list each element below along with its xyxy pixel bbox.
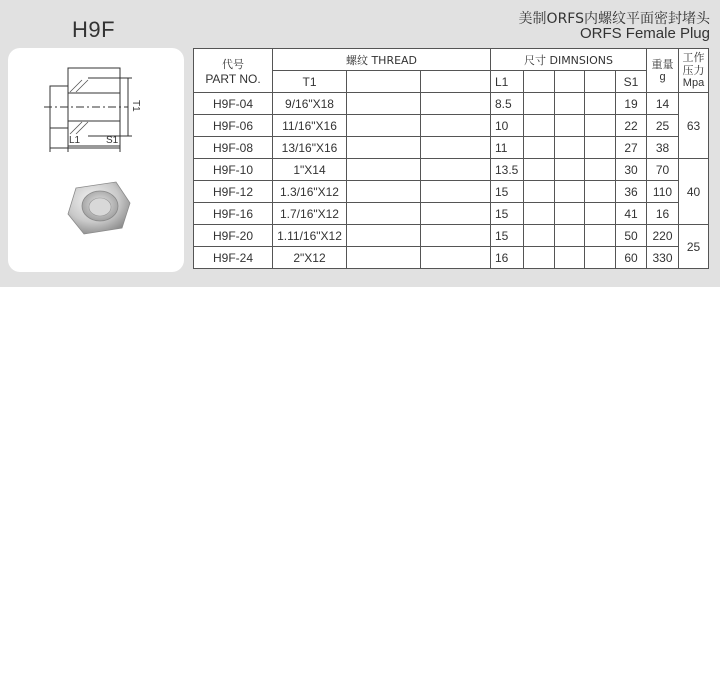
pressure-value: 25 [679,225,709,269]
dimensions-header: 尺寸 DIMNSIONS [491,49,647,71]
table-row: H9F-16 1.7/16"X12 15 41 16 [194,203,709,225]
label-t1: T1 [130,100,141,112]
thread-header: 螺纹 THREAD [273,49,491,71]
table-row: H9F-08 13/16"X16 11 27 38 [194,137,709,159]
table-row: H9F-12 1.3/16"X12 15 36 110 [194,181,709,203]
l1-header: L1 [491,71,524,93]
pressure-value: 40 [679,159,709,225]
table-row: H9F-24 2"X12 16 60 330 [194,247,709,269]
table-row: H9F-10 1"X14 13.5 30 70 40 [194,159,709,181]
table-header-row [194,49,709,71]
pressure-header: 工作 压力 Mpa [679,49,709,93]
pressure-value: 63 [679,93,709,159]
plug-photo [68,182,130,234]
label-l1: L1 [69,135,81,146]
table-row: H9F-06 11/16"X16 10 22 25 [194,115,709,137]
product-title-en: ORFS Female Plug [579,25,710,42]
product-image-card [8,48,184,272]
table-row: H9F-04 9/16"X18 8.5 19 14 63 [194,93,709,115]
spec-table [193,48,709,269]
table-row: H9F-20 1.11/16"X12 15 50 220 25 [194,225,709,247]
product-code: H9F [72,17,116,42]
t1-header: T1 [273,71,347,93]
label-s1: S1 [106,135,119,146]
part-no-header: 代号 PART NO. [194,49,273,93]
technical-drawing [8,48,184,272]
weight-header: 重量 g [647,49,679,93]
product-title-cn: 美制ORFS内螺纹平面密封堵头 [518,11,710,27]
s1-header: S1 [616,71,647,93]
plug-section-drawing [44,68,132,152]
